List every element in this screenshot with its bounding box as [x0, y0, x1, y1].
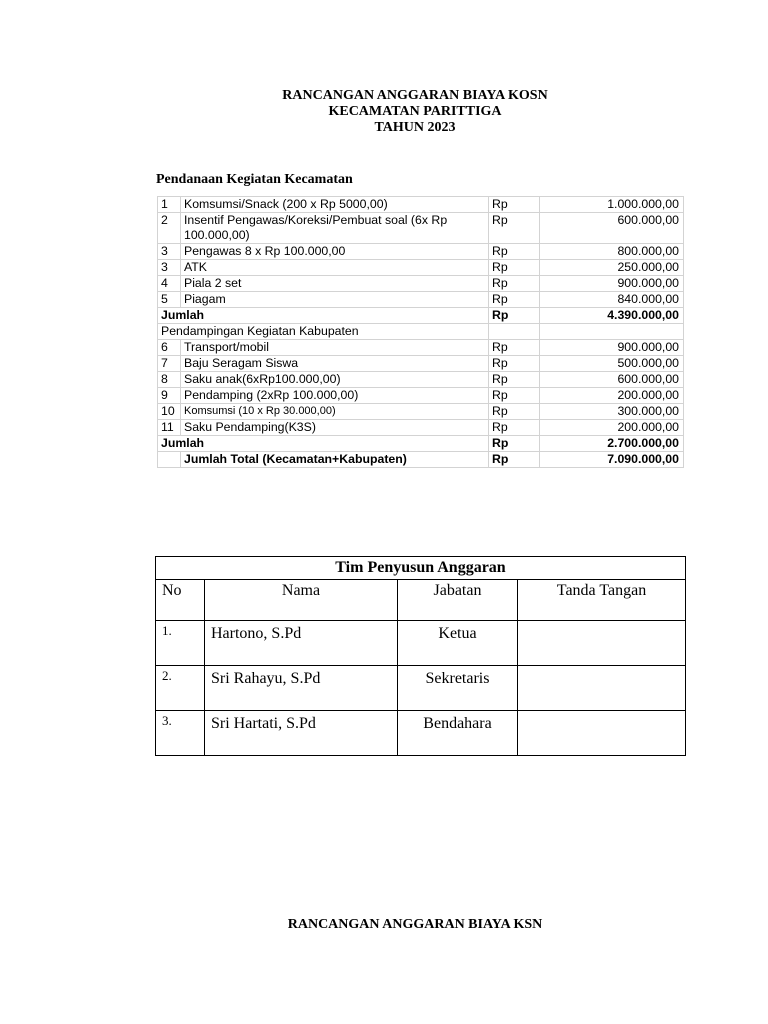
row-amount: 1.000.000,00 [540, 197, 684, 213]
team-table [155, 556, 686, 756]
row-currency: Rp [489, 260, 540, 276]
row-amount: 200.000,00 [540, 388, 684, 404]
team-row-no: 2. [156, 666, 205, 711]
table-row [158, 372, 684, 388]
next-page-title: RANCANGAN ANGGARAN BIAYA KSN [287, 917, 543, 932]
row-amount: 840.000,00 [540, 292, 684, 308]
row-amount: 300.000,00 [540, 404, 684, 420]
row-item: Piagam [181, 292, 489, 308]
row-no: 2 [158, 213, 181, 244]
subtotal-label: Jumlah [158, 308, 489, 324]
team-row [156, 711, 686, 756]
table-row [158, 420, 684, 436]
title-line-2: KECAMATAN PARITTIGA [328, 104, 502, 119]
row-currency: Rp [489, 404, 540, 420]
row-currency: Rp [489, 197, 540, 213]
grand-total-currency: Rp [489, 452, 540, 468]
team-row [156, 666, 686, 711]
row-no: 11 [158, 420, 181, 436]
team-table-title: Tim Penyusun Anggaran [156, 557, 686, 580]
team-row [156, 621, 686, 666]
subtotal-currency: Rp [489, 308, 540, 324]
grand-total-row [158, 452, 684, 468]
row-no: 8 [158, 372, 181, 388]
row-currency: Rp [489, 388, 540, 404]
title-line-1: RANCANGAN ANGGARAN BIAYA KOSN [282, 88, 548, 103]
row-item: Komsumsi (10 x Rp 30.000,00) [181, 404, 489, 420]
grand-total-label: Jumlah Total (Kecamatan+Kabupaten) [181, 452, 489, 468]
subtotal-row [158, 436, 684, 452]
subtotal-amount: 4.390.000,00 [540, 308, 684, 324]
table-row [158, 197, 684, 213]
table-row [158, 276, 684, 292]
subtotal-row [158, 308, 684, 324]
row-amount: 200.000,00 [540, 420, 684, 436]
row-amount: 250.000,00 [540, 260, 684, 276]
row-item: Baju Seragam Siswa [181, 356, 489, 372]
team-row-nama: Hartono, S.Pd [205, 621, 398, 666]
row-amount: 800.000,00 [540, 244, 684, 260]
subtotal-label: Jumlah [158, 436, 489, 452]
table-row [158, 213, 684, 244]
row-no: 9 [158, 388, 181, 404]
row-no: 7 [158, 356, 181, 372]
row-item: Saku Pendamping(K3S) [181, 420, 489, 436]
row-no: 3 [158, 260, 181, 276]
table-row [158, 260, 684, 276]
row-no: 3 [158, 244, 181, 260]
team-row-nama: Sri Rahayu, S.Pd [205, 666, 398, 711]
signature-cell [518, 711, 686, 756]
team-row-nama: Sri Hartati, S.Pd [205, 711, 398, 756]
team-row-jabatan: Bendahara [398, 711, 518, 756]
row-item: Komsumsi/Snack (200 x Rp 5000,00) [181, 197, 489, 213]
row-amount: 600.000,00 [540, 372, 684, 388]
table-row [158, 340, 684, 356]
table-row [158, 244, 684, 260]
row-item: Transport/mobil [181, 340, 489, 356]
team-row-no: 3. [156, 711, 205, 756]
row-item: Piala 2 set [181, 276, 489, 292]
title-line-3: TAHUN 2023 [374, 120, 456, 135]
header-nama: Nama [205, 580, 398, 621]
grand-total-amount: 7.090.000,00 [540, 452, 684, 468]
team-row-jabatan: Sekretaris [398, 666, 518, 711]
team-row-jabatan: Ketua [398, 621, 518, 666]
table-row [158, 404, 684, 420]
signature-cell [518, 666, 686, 711]
row-no: 1 [158, 197, 181, 213]
subtotal-amount: 2.700.000,00 [540, 436, 684, 452]
header-jabatan: Jabatan [398, 580, 518, 621]
section-row [158, 324, 684, 340]
row-no: 10 [158, 404, 181, 420]
row-currency: Rp [489, 213, 540, 244]
row-currency: Rp [489, 356, 540, 372]
row-item: Pengawas 8 x Rp 100.000,00 [181, 244, 489, 260]
row-amount: 900.000,00 [540, 276, 684, 292]
row-currency: Rp [489, 276, 540, 292]
row-item: Insentif Pengawas/Koreksi/Pembuat soal (6x Rp 100.000,00) [181, 213, 489, 244]
row-currency: Rp [489, 244, 540, 260]
table-row [158, 356, 684, 372]
table-row [158, 388, 684, 404]
header-tanda-tangan: Tanda Tangan [518, 580, 686, 621]
table-row [158, 292, 684, 308]
section-heading: Pendanaan Kegiatan Kecamatan [156, 172, 353, 187]
row-no: 6 [158, 340, 181, 356]
row-amount: 600.000,00 [540, 213, 684, 244]
signature-cell [518, 621, 686, 666]
row-currency: Rp [489, 340, 540, 356]
row-item: ATK [181, 260, 489, 276]
subtotal-currency: Rp [489, 436, 540, 452]
row-currency: Rp [489, 292, 540, 308]
row-currency: Rp [489, 420, 540, 436]
row-item: Saku anak(6xRp100.000,00) [181, 372, 489, 388]
row-currency: Rp [489, 372, 540, 388]
team-row-no: 1. [156, 621, 205, 666]
header-no: No [156, 580, 205, 621]
document-title [0, 88, 768, 136]
row-amount: 500.000,00 [540, 356, 684, 372]
team-header-row [156, 580, 686, 621]
row-no: 4 [158, 276, 181, 292]
row-item: Pendamping (2xRp 100.000,00) [181, 388, 489, 404]
row-no: 5 [158, 292, 181, 308]
kabupaten-heading: Pendampingan Kegiatan Kabupaten [158, 324, 489, 340]
budget-table [157, 196, 684, 468]
row-amount: 900.000,00 [540, 340, 684, 356]
